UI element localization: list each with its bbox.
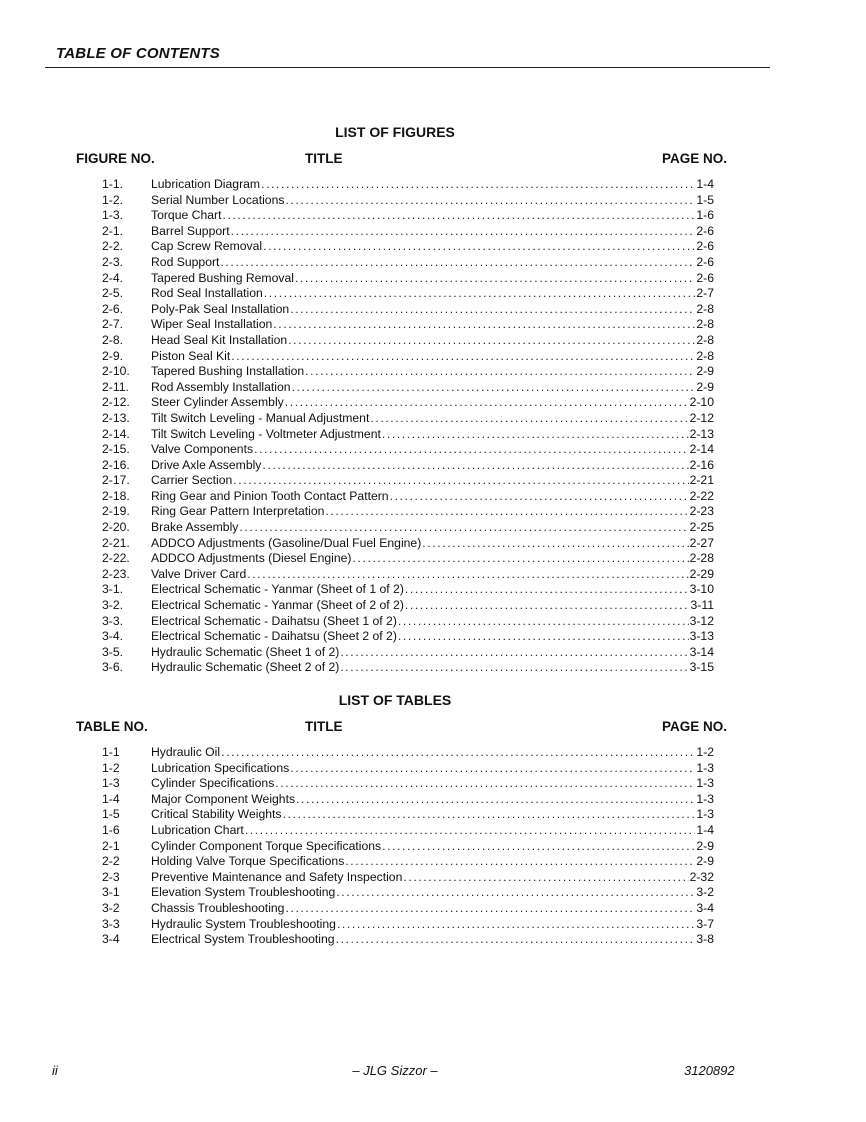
- dot-leader: [296, 792, 695, 808]
- toc-entry: [102, 333, 714, 349]
- dot-leader: [382, 427, 689, 443]
- entry-number: 3-6.: [102, 660, 124, 675]
- entry-title: Valve Driver Card: [151, 566, 247, 581]
- entry-page: 2-29: [689, 566, 714, 581]
- entry-number: 2-3.: [102, 254, 124, 269]
- dot-leader: [247, 567, 688, 583]
- entry-title: Rod Seal Installation: [151, 286, 263, 301]
- entry-title: Electrical Schematic - Yanmar (Sheet of 1 of 2): [151, 582, 404, 597]
- figures-list: [102, 177, 714, 676]
- footer-manual-name: – JLG Sizzor –: [352, 1063, 438, 1078]
- entry-number: 2-12.: [102, 395, 130, 410]
- entry-number: 2-4.: [102, 270, 124, 285]
- entry-number: 2-15.: [102, 442, 130, 457]
- tables-heading: LIST OF TABLES: [338, 692, 452, 708]
- entry-number: 2-11.: [102, 379, 129, 394]
- entry-page: 3-11: [690, 598, 714, 613]
- entry-number: 2-2: [102, 854, 120, 869]
- toc-entry: [102, 427, 714, 443]
- entry-title: Lubrication Chart: [151, 822, 244, 837]
- entry-title: Cap Screw Removal: [151, 239, 263, 254]
- entry-number: 1-1: [102, 745, 120, 759]
- entry-number: 2-3: [102, 869, 120, 884]
- toc-entry: [102, 317, 714, 333]
- entry-title: Head Seal Kit Installation: [151, 332, 288, 347]
- page-header-title: TABLE OF CONTENTS: [56, 45, 220, 62]
- toc-entry: [102, 193, 714, 209]
- entry-title: Cylinder Component Torque Specifications: [151, 838, 382, 853]
- entry-number: 1-2.: [102, 192, 124, 207]
- entry-title: Valve Components: [151, 442, 254, 457]
- dot-leader: [305, 364, 695, 380]
- entry-page: 2-8: [696, 332, 714, 347]
- entry-page: 3-12: [689, 613, 714, 628]
- entry-number: 3-3: [102, 916, 120, 931]
- entry-number: 3-2.: [102, 598, 124, 613]
- entry-title: Holding Valve Torque Specifications: [151, 854, 345, 869]
- toc-entry: [102, 271, 714, 287]
- entry-number: 3-1.: [102, 582, 124, 597]
- figures-col-page: PAGE NO.: [662, 151, 728, 166]
- toc-entry: [102, 520, 714, 536]
- entry-page: 2-6: [696, 239, 714, 254]
- footer-document-number: 3120892: [684, 1063, 735, 1078]
- entry-number: 3-4.: [102, 629, 124, 644]
- dot-leader: [285, 395, 689, 411]
- dot-leader: [390, 489, 689, 505]
- entry-title: ADDCO Adjustments (Diesel Engine): [151, 551, 352, 566]
- entry-page: 2-9: [696, 838, 714, 853]
- dot-leader: [231, 224, 696, 240]
- dot-leader: [261, 177, 695, 193]
- entry-number: 3-4: [102, 932, 120, 947]
- entry-title: Hydraulic Oil: [151, 745, 221, 759]
- dot-leader: [239, 520, 688, 536]
- entry-page: 1-3: [696, 776, 714, 791]
- entry-number: 2-18.: [102, 488, 130, 503]
- entry-number: 2-17.: [102, 473, 130, 488]
- footer-page-number: ii: [52, 1063, 58, 1078]
- dot-leader: [273, 317, 695, 333]
- dot-leader: [233, 473, 688, 489]
- entry-number: 1-3.: [102, 208, 124, 223]
- toc-entry: [102, 614, 714, 630]
- entry-title: Carrier Section: [151, 473, 233, 488]
- entry-title: Barrel Support: [151, 223, 230, 238]
- dot-leader: [285, 193, 695, 209]
- entry-number: 2-14.: [102, 426, 130, 441]
- entry-page: 2-7: [696, 286, 714, 301]
- entry-page: 3-15: [689, 660, 714, 675]
- entry-page: 2-12: [689, 410, 714, 425]
- entry-number: 2-22.: [102, 551, 130, 566]
- entry-title: Tapered Bushing Removal: [151, 270, 294, 285]
- entry-title: Chassis Troubleshooting: [151, 900, 285, 915]
- dot-leader: [288, 333, 695, 349]
- entry-title: Rod Support: [151, 254, 220, 269]
- toc-entry: [102, 870, 714, 886]
- toc-entry: [102, 823, 714, 839]
- entry-title: Rod Assembly Installation: [151, 379, 291, 394]
- entry-title: Poly-Pak Seal Installation: [151, 301, 290, 316]
- dot-leader: [221, 745, 695, 761]
- entry-title: ADDCO Adjustments (Gasoline/Dual Fuel Engine): [151, 535, 422, 550]
- toc-entry: [102, 792, 714, 808]
- entry-title: Wiper Seal Installation: [151, 317, 273, 332]
- entry-page: 2-10: [689, 395, 714, 410]
- entry-title: Hydraulic System Troubleshooting: [151, 916, 336, 931]
- dot-leader: [275, 776, 695, 792]
- toc-entry: [102, 177, 714, 193]
- entry-number: 2-1: [102, 838, 120, 853]
- entry-title: Brake Assembly: [151, 520, 239, 535]
- dot-leader: [422, 536, 688, 552]
- entry-title: Torque Chart: [151, 208, 222, 223]
- dot-leader: [264, 286, 696, 302]
- dot-leader: [220, 255, 695, 271]
- dot-leader: [285, 901, 695, 917]
- toc-entry: [102, 598, 714, 614]
- entry-number: 2-20.: [102, 520, 130, 535]
- toc-entry: [102, 551, 714, 567]
- entry-page: 2-28: [689, 551, 714, 566]
- entry-number: 1-3: [102, 776, 120, 791]
- entry-title: Electrical Schematic - Daihatsu (Sheet 1 of 2): [151, 613, 397, 628]
- dot-leader: [340, 645, 688, 661]
- entry-title: Electrical Schematic - Daihatsu (Sheet 2 of 2): [151, 629, 397, 644]
- entry-number: 1-5: [102, 807, 120, 822]
- dot-leader: [405, 598, 690, 614]
- entry-page: 3-4: [696, 900, 714, 915]
- entry-page: 2-6: [696, 270, 714, 285]
- entry-number: 1-2: [102, 760, 120, 775]
- toc-entry: [102, 776, 714, 792]
- entry-page: 1-3: [696, 807, 714, 822]
- toc-entry: [102, 380, 714, 396]
- toc-entry: [102, 286, 714, 302]
- figures-col-title: TITLE: [305, 151, 343, 166]
- dot-leader: [336, 932, 696, 948]
- entry-page: 2-21: [689, 473, 714, 488]
- entry-page: 1-5: [696, 192, 714, 207]
- toc-entry: [102, 395, 714, 411]
- entry-title: Critical Stability Weights: [151, 807, 282, 822]
- figures-heading: LIST OF FIGURES: [335, 124, 455, 140]
- entry-title: Elevation System Troubleshooting: [151, 885, 336, 900]
- entry-title: Major Component Weights: [151, 791, 296, 806]
- entry-page: 1-6: [696, 208, 714, 223]
- entry-number: 1-4: [102, 791, 120, 806]
- entry-page: 3-2: [696, 885, 714, 900]
- dot-leader: [292, 380, 696, 396]
- entry-number: 2-8.: [102, 332, 124, 347]
- toc-entry: [102, 255, 714, 271]
- dot-leader: [283, 807, 696, 823]
- entry-page: 3-8: [696, 932, 714, 947]
- entry-page: 2-8: [696, 317, 714, 332]
- entry-page: 2-8: [696, 301, 714, 316]
- entry-page: 1-4: [696, 177, 714, 191]
- entry-number: 2-16.: [102, 457, 130, 472]
- entry-page: 2-8: [696, 348, 714, 363]
- entry-page: 2-16: [689, 457, 714, 472]
- entry-number: 2-23.: [102, 566, 130, 581]
- entry-page: 2-14: [689, 442, 714, 457]
- dot-leader: [262, 458, 688, 474]
- toc-entry: [102, 901, 714, 917]
- entry-number: 2-9.: [102, 348, 124, 363]
- entry-page: 1-3: [696, 791, 714, 806]
- toc-entry: [102, 458, 714, 474]
- entry-title: Ring Gear Pattern Interpretation: [151, 504, 325, 519]
- entry-page: 2-22: [689, 488, 714, 503]
- entry-title: Tilt Switch Leveling - Manual Adjustment: [151, 410, 370, 425]
- toc-entry: [102, 504, 714, 520]
- figures-col-number: FIGURE NO.: [76, 151, 155, 166]
- entry-number: 2-5.: [102, 286, 124, 301]
- toc-entry: [102, 567, 714, 583]
- toc-entry: [102, 224, 714, 240]
- entry-page: 2-6: [696, 223, 714, 238]
- entry-page: 2-9: [696, 379, 714, 394]
- entry-title: Preventive Maintenance and Safety Inspection: [151, 869, 403, 884]
- entry-title: Serial Number Locations: [151, 192, 285, 207]
- toc-entry: [102, 411, 714, 427]
- dot-leader: [337, 917, 695, 933]
- dot-leader: [345, 854, 695, 870]
- dot-leader: [340, 660, 688, 676]
- entry-number: 3-5.: [102, 644, 124, 659]
- entry-page: 2-9: [696, 364, 714, 379]
- entry-number: 2-21.: [102, 535, 130, 550]
- toc-entry: [102, 660, 714, 676]
- toc-entry: [102, 917, 714, 933]
- entry-title: Drive Axle Assembly: [151, 457, 262, 472]
- dot-leader: [405, 582, 689, 598]
- toc-entry: [102, 745, 714, 761]
- entry-page: 2-25: [689, 520, 714, 535]
- entry-title: Lubrication Diagram: [151, 177, 261, 191]
- entry-title: Piston Seal Kit: [151, 348, 231, 363]
- toc-entry: [102, 885, 714, 901]
- dot-leader: [353, 551, 689, 567]
- toc-entry: [102, 302, 714, 318]
- dot-leader: [295, 271, 695, 287]
- toc-entry: [102, 582, 714, 598]
- entry-page: 3-13: [689, 629, 714, 644]
- toc-entry: [102, 473, 714, 489]
- entry-title: Lubrication Specifications: [151, 760, 290, 775]
- dot-leader: [254, 442, 689, 458]
- tables-col-number: TABLE NO.: [76, 719, 148, 734]
- dot-leader: [325, 504, 688, 520]
- toc-entry: [102, 536, 714, 552]
- tables-col-title: TITLE: [305, 719, 343, 734]
- toc-entry: [102, 645, 714, 661]
- tables-col-page: PAGE NO.: [662, 719, 728, 734]
- entry-title: Steer Cylinder Assembly: [151, 395, 284, 410]
- entry-number: 2-1.: [102, 223, 124, 238]
- entry-page: 3-7: [696, 916, 714, 931]
- dot-leader: [398, 629, 689, 645]
- entry-title: Hydraulic Schematic (Sheet 2 of 2): [151, 660, 340, 675]
- dot-leader: [245, 823, 696, 839]
- entry-page: 2-27: [689, 535, 714, 550]
- entry-title: Electrical Schematic - Yanmar (Sheet of 2 of 2): [151, 598, 404, 613]
- entry-number: 2-13.: [102, 410, 130, 425]
- entry-title: Ring Gear and Pinion Tooth Contact Pattern: [151, 488, 389, 503]
- toc-entry: [102, 932, 714, 948]
- entry-title: Cylinder Specifications: [151, 776, 275, 791]
- dot-leader: [290, 761, 695, 777]
- toc-entry: [102, 629, 714, 645]
- toc-entry: [102, 807, 714, 823]
- toc-entry: [102, 442, 714, 458]
- entry-number: 3-1: [102, 885, 120, 900]
- entry-page: 2-23: [689, 504, 714, 519]
- dot-leader: [370, 411, 688, 427]
- entry-title: Electrical System Troubleshooting: [151, 932, 335, 947]
- entry-number: 1-6: [102, 822, 120, 837]
- entry-number: 2-2.: [102, 239, 124, 254]
- toc-entry: [102, 854, 714, 870]
- entry-title: Tilt Switch Leveling - Voltmeter Adjustment: [151, 426, 381, 441]
- entry-page: 3-14: [689, 644, 714, 659]
- toc-entry: [102, 839, 714, 855]
- entry-page: 3-10: [689, 582, 714, 597]
- entry-page: 1-2: [696, 745, 714, 759]
- toc-entry: [102, 239, 714, 255]
- toc-entry: [102, 208, 714, 224]
- dot-leader: [398, 614, 689, 630]
- entry-number: 3-3.: [102, 613, 124, 628]
- dot-leader: [290, 302, 695, 318]
- dot-leader: [231, 349, 695, 365]
- entry-page: 2-32: [689, 869, 714, 884]
- entry-title: Hydraulic Schematic (Sheet 1 of 2): [151, 644, 340, 659]
- entry-page: 2-6: [696, 254, 714, 269]
- toc-entry: [102, 489, 714, 505]
- entry-number: 1-1.: [102, 177, 124, 191]
- entry-number: 2-7.: [102, 317, 124, 332]
- entry-number: 2-6.: [102, 301, 124, 316]
- toc-entry: [102, 364, 714, 380]
- dot-leader: [222, 208, 695, 224]
- dot-leader: [263, 239, 695, 255]
- entry-page: 1-4: [696, 822, 714, 837]
- toc-entry: [102, 349, 714, 365]
- entry-page: 2-9: [696, 854, 714, 869]
- dot-leader: [403, 870, 688, 886]
- entry-number: 3-2: [102, 900, 120, 915]
- dot-leader: [336, 885, 695, 901]
- entry-page: 2-13: [689, 426, 714, 441]
- dot-leader: [382, 839, 695, 855]
- header-rule: [45, 67, 770, 68]
- tables-list: [102, 745, 714, 948]
- entry-title: Tapered Bushing Installation: [151, 364, 305, 379]
- toc-entry: [102, 761, 714, 777]
- entry-number: 2-19.: [102, 504, 130, 519]
- entry-page: 1-3: [696, 760, 714, 775]
- entry-number: 2-10.: [102, 364, 130, 379]
